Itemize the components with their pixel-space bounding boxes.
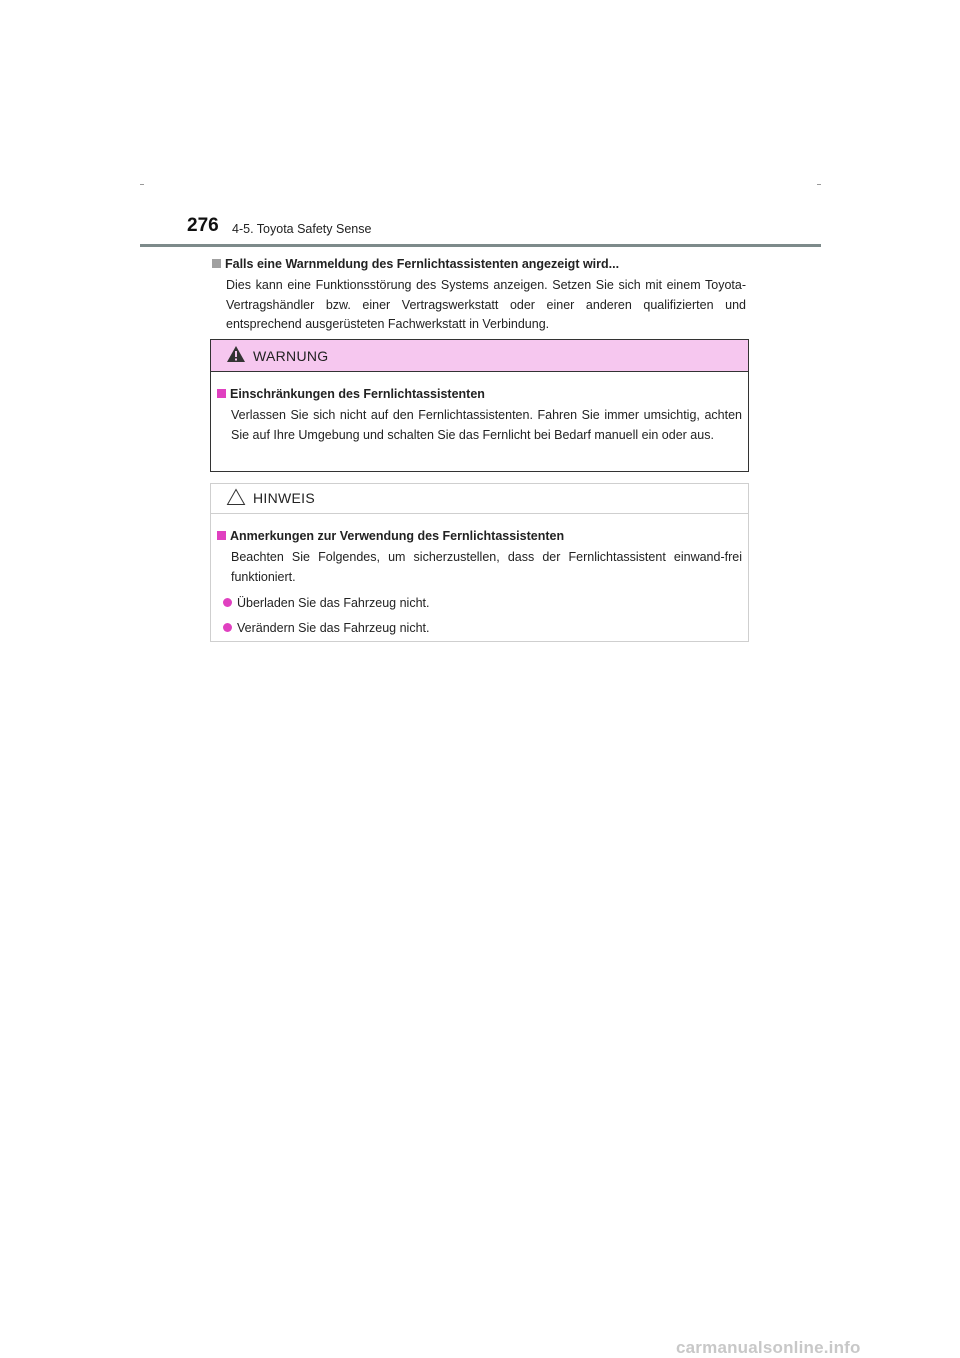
- note-box-header: [211, 484, 748, 514]
- watermark: carmanualsonline.info: [676, 1338, 861, 1357]
- crop-mark-right: [817, 184, 821, 185]
- note-heading-row: [217, 527, 742, 545]
- page-number: 276: [187, 215, 219, 236]
- square-bullet-icon: [217, 389, 226, 398]
- page-header: [140, 215, 821, 247]
- warning-heading: Einschränkungen des Fernlichtassistenten: [230, 387, 485, 401]
- caution-icon: [226, 488, 246, 506]
- circle-bullet-icon: [223, 623, 232, 632]
- note-box: [210, 483, 749, 642]
- note-bullet: [223, 619, 742, 637]
- section-title: 4-5. Toyota Safety Sense: [232, 222, 372, 236]
- square-bullet-icon: [217, 531, 226, 540]
- warning-box: [210, 339, 749, 472]
- intro-section: [212, 255, 746, 335]
- intro-heading-row: [212, 255, 746, 273]
- warning-heading-row: [217, 385, 742, 403]
- intro-body: Dies kann eine Funktionsstörung des Systems anzeigen. Setzen Sie sich mit einem Toyota-Vertragshändler bzw. einer Vertragswerkstatt oder einer anderen qualifizierten und entsprechend ausgerüsteten Fachwerkstatt in Verbindung.: [226, 278, 746, 331]
- warning-content: [211, 372, 748, 445]
- note-bullet: [223, 594, 742, 612]
- warning-title: WARNUNG: [253, 348, 329, 364]
- note-title: HINWEIS: [253, 490, 315, 506]
- note-bullet-text: Verändern Sie das Fahrzeug nicht.: [237, 621, 430, 635]
- header-rule: [140, 244, 821, 247]
- note-bullet-text: Überladen Sie das Fahrzeug nicht.: [237, 596, 430, 610]
- note-heading: Anmerkungen zur Verwendung des Fernlichtassistenten: [230, 529, 565, 543]
- square-bullet-icon: [212, 259, 221, 268]
- note-body: Beachten Sie Folgendes, um sicherzustellen, dass der Fernlichtassistent einwand-frei funktioniert.: [231, 550, 742, 584]
- warning-box-header: [211, 340, 748, 372]
- warning-icon: [226, 345, 246, 363]
- note-content: [211, 514, 748, 637]
- intro-heading: Falls eine Warnmeldung des Fernlichtassistenten angezeigt wird...: [225, 257, 620, 271]
- warning-body: Verlassen Sie sich nicht auf den Fernlichtassistenten. Fahren Sie immer umsichtig, achten Sie auf Ihre Umgebung und schalten Sie das Fernlicht bei Bedarf manuell ein oder aus.: [231, 408, 742, 442]
- crop-mark-left: [140, 184, 144, 185]
- circle-bullet-icon: [223, 598, 232, 607]
